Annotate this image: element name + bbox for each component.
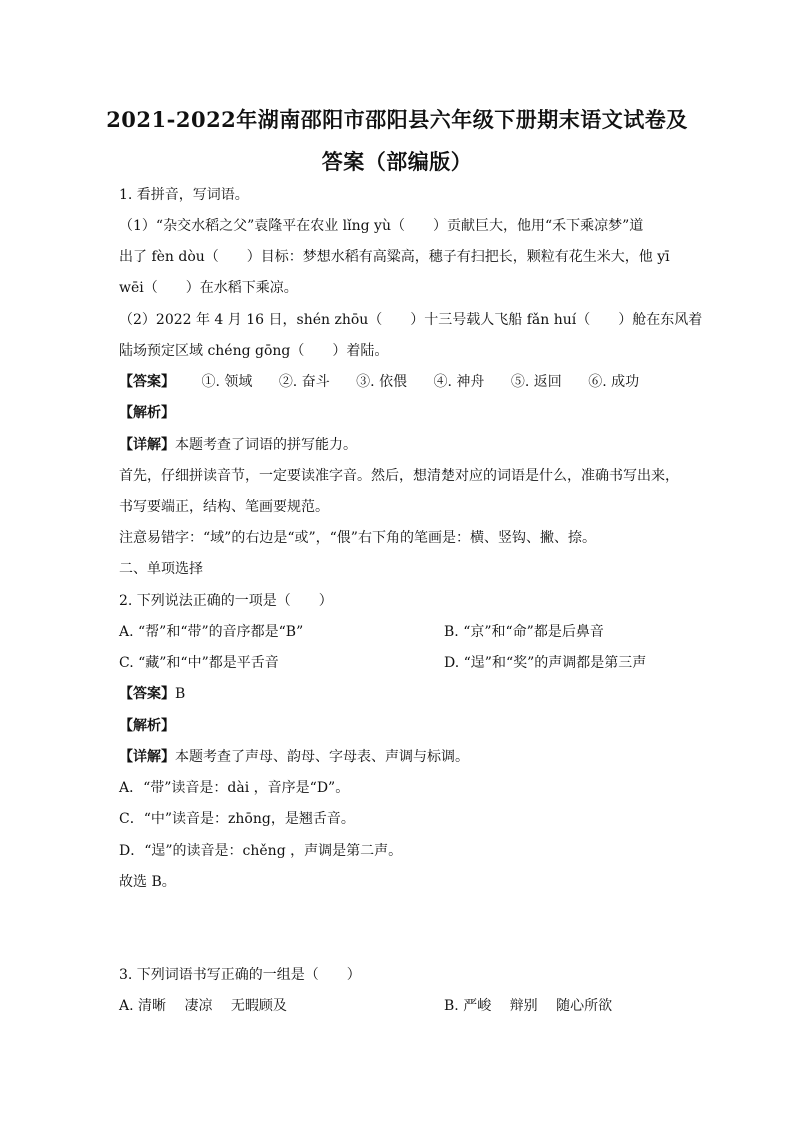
document-title-line-1: 2021-2022年湖南邵阳市邵阳县六年级下册期末语文试卷及 bbox=[106, 107, 688, 132]
detail-text: 本题考查了词语的拼写能力。 bbox=[175, 437, 357, 453]
q2-conclusion: 故选 B。 bbox=[119, 874, 176, 890]
q2-option-c: C. “藏”和“中”都是平舌音 bbox=[119, 655, 279, 671]
answer-item: ③. 依偎 bbox=[356, 374, 408, 390]
q3-option-a: A. 清晰 凄凉 无暇顾及 bbox=[119, 998, 287, 1014]
q2-explanation-a: A．“带”读音是：dài ，音序是“D”。 bbox=[119, 780, 350, 796]
section-heading: 二、单项选择 bbox=[119, 561, 203, 577]
q1-detail bbox=[119, 435, 675, 455]
document-title-line-2: 答案（部编版） bbox=[321, 149, 473, 174]
q3-heading: 3. 下列词语书写正确的一组是（ ） bbox=[119, 967, 361, 983]
q1-answer-row bbox=[119, 372, 675, 392]
answer-item: ①. 领域 bbox=[201, 374, 253, 390]
q1-part1-line3: wēi（ ）在水稻下乘凉。 bbox=[119, 280, 298, 296]
detail-label: 【详解】 bbox=[119, 749, 175, 765]
q1-part2-line1: （2）2022 年 4 月 16 日，shén zhōu（ ）十三号载人飞船 fǎn huí（ ）舱在东风着 bbox=[119, 312, 703, 328]
q2-explanation-d: D．“逞”的读音是：chěng ，声调是第二声。 bbox=[119, 843, 403, 859]
q1-part1-line2: 出了 fèn dòu（ ）目标：梦想水稻有高粱高，穗子有扫把长，颗粒有花生米大，他 yī bbox=[119, 249, 670, 265]
q1-part1-line1: （1）“杂交水稻之父”袁隆平在农业 lǐng yù（ ）贡献巨大，他用“禾下乘凉梦”道 bbox=[119, 218, 644, 234]
answer-item: ②. 奋斗 bbox=[278, 374, 330, 390]
q1-note: 注意易错字：“域”的右边是“或”，“偎”右下角的笔画是：横、竖钩、撇、捺。 bbox=[119, 530, 596, 546]
q2-analysis-label: 【解析】 bbox=[119, 718, 175, 734]
answer-label: 【答案】 bbox=[119, 374, 175, 390]
answer-item: ⑥. 成功 bbox=[588, 374, 640, 390]
q1-part2-line2: 陆场预定区域 chéng gōng（ ）着陆。 bbox=[119, 343, 389, 359]
q2-answer-row bbox=[119, 684, 675, 704]
answer-value: B bbox=[175, 686, 186, 702]
answer-item: ④. 神舟 bbox=[433, 374, 485, 390]
q3-option-b: B. 严峻 辩别 随心所欲 bbox=[444, 998, 613, 1014]
detail-label: 【详解】 bbox=[119, 437, 175, 453]
q2-option-d: D. “逞”和“奖”的声调都是第三声 bbox=[444, 655, 647, 671]
detail-text: 本题考查了声母、韵母、字母表、声调与标调。 bbox=[175, 749, 469, 765]
q2-heading: 2. 下列说法正确的一项是（ ） bbox=[119, 593, 333, 609]
q2-explanation-c: C．“中”读音是：zhōng，是翘舌音。 bbox=[119, 811, 355, 827]
answer-item: ⑤. 返回 bbox=[510, 374, 562, 390]
q1-analysis-label: 【解析】 bbox=[119, 405, 175, 421]
q1-explanation-line1: 首先，仔细拼读音节，一定要读准字音。然后，想清楚对应的词语是什么，准确书写出来， bbox=[119, 468, 679, 484]
q1-explanation-line2: 书写要端正，结构、笔画要规范。 bbox=[119, 499, 329, 515]
answer-label: 【答案】 bbox=[119, 686, 175, 702]
q1-heading: 1. 看拼音，写词语。 bbox=[119, 187, 249, 203]
q2-detail bbox=[119, 747, 675, 767]
q2-option-a: A. “帮”和“带”的音序都是“B” bbox=[119, 624, 304, 640]
q2-option-b: B. “京”和“命”都是后鼻音 bbox=[444, 624, 604, 640]
